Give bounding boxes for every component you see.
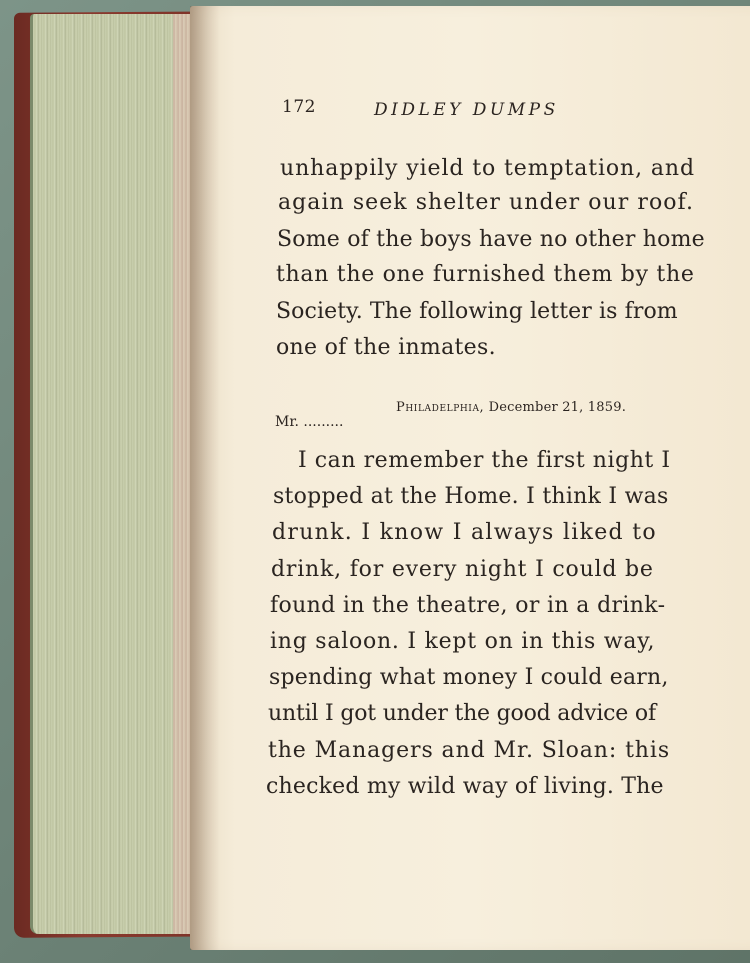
text-line: until I got under the good advice of [268, 701, 656, 726]
text-line: checked my wild way of living. The [266, 774, 664, 799]
text-line: drink, for every night I could be [271, 557, 654, 582]
text-line: drunk. I know I always liked to [272, 520, 657, 545]
text-line: spending what money I could earn, [269, 665, 669, 690]
text-line: unhappily yield to temptation, and [280, 156, 695, 181]
letter-place: Philadelphia, [396, 400, 485, 415]
letter-salutation: Mr. ......... [275, 414, 344, 430]
text-line: ing saloon. I kept on in this way, [270, 629, 656, 654]
gutter-shadow [190, 6, 220, 950]
letter-date: December 21, 1859. [488, 400, 627, 415]
text-line: Some of the boys have no other home [277, 227, 705, 252]
text-line: again seek shelter under our roof. [278, 190, 694, 215]
letter-dateline [396, 400, 626, 415]
page-number: 172 [282, 97, 316, 117]
running-title: DIDLEY DUMPS [374, 100, 559, 120]
book-page [190, 6, 750, 950]
text-line: stopped at the Home. I think I was [273, 484, 669, 509]
text-line: than the one furnished them by the [276, 262, 695, 287]
text-line: I can remember the first night I [298, 448, 671, 473]
text-line: found in the theatre, or in a drink- [270, 593, 666, 618]
text-line: the Managers and Mr. Sloan: this [268, 738, 671, 763]
text-line: Society. The following letter is from [276, 299, 678, 324]
text-line: one of the inmates. [276, 335, 496, 360]
